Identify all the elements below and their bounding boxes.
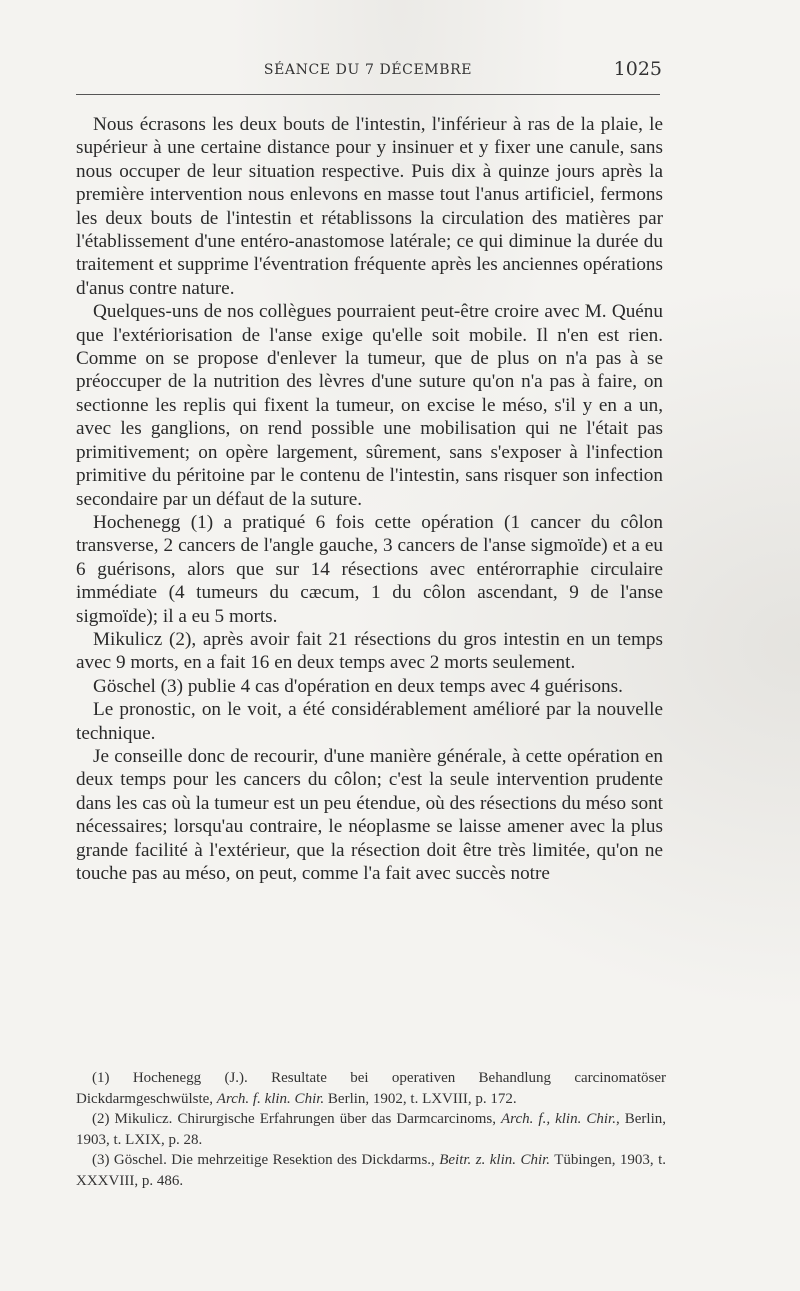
footnote-text: (1) Hochenegg (J.). Resultate bei operativen Behandlung carcinomatöser Dickdarmgeschwülste, xyxy=(76,1070,666,1107)
footnote-text: (2) Mikulicz. Chirurgische Erfahrungen über das Darmcarcinoms, xyxy=(92,1111,502,1127)
footnote-3 xyxy=(76,1150,666,1191)
footnote-journal: Arch. f. klin. Chir. xyxy=(216,1090,325,1107)
footnotes xyxy=(76,1068,666,1191)
footnote-1 xyxy=(76,1068,666,1109)
footnote-journal: Beitr. z. klin. Chir. xyxy=(439,1152,551,1168)
paragraph: Quelques-uns de nos collègues pourraient peut-être croire avec M. Quénu que l'extériorisation de l'anse exige qu'elle soit mobile. Il n'en est rien. Comme on se propose d'enlever la tumeur, que de plus on n'a pas à se préoccuper de la nutrition des lèvres d'une suture qu'on n'a pas à faire, on sectionne les replis qui fixent la tumeur, on excise le méso, s'il y en a un, avec les ganglions, on rend possible une mobilisation qui ne l'était pas primitivement; on opère largement, sûrement, sans s'exposer à l'infection primitive du péritoine par le contenu de l'intestin, sans risquer son infection secondaire par un défaut de la suture. xyxy=(76,301,663,510)
paragraph: Je conseille donc de recourir, d'une manière générale, à cette opération en deux temps pour les cancers du côlon; c'est la seule intervention prudente dans les cas où la tumeur est un peu étendue, où des résections du méso sont nécessaires; lorsqu'au contraire, le néoplasme se laisse amener avec la plus grande facilité à l'extérieur, que la résection doit être très limitée, qu'on ne touche pas au méso, on peut, comme l'a fait avec succès notre xyxy=(76,745,663,884)
footnote-journal: Arch. f., klin. Chir. xyxy=(501,1111,616,1127)
paragraph: Mikulicz (2), après avoir fait 21 résections du gros intestin en un temps avec 9 morts, en a fait 16 en deux temps avec 2 morts seulement. xyxy=(76,628,663,674)
page-header xyxy=(76,58,660,82)
footnote-2 xyxy=(76,1109,666,1150)
footnote-text: , Berlin, 1903, t. LXIX, p. 28. xyxy=(76,1111,667,1148)
paragraph: Nous écrasons les deux bouts de l'intestin, l'inférieur à ras de la plaie, le supérieur à une certaine distance pour y insinuer et y fixer une canule, sans nous occuper de leur situation respective. Puis dix à quinze jours après la première intervention nous enlevons en masse tout l'anus artificiel, fermons les deux bouts de l'intestin et rétablissons la circulation des matières par l'établissement d'une entéro-anastomose latérale; ce qui diminue la durée du traitement et supprime l'éventration fréquente après les anciennes opérations d'anus contre nature. xyxy=(76,114,663,299)
body-text xyxy=(76,113,663,885)
footnote-text: Tübingen, 1903, t. XXXVIII, p. 486. xyxy=(76,1152,666,1189)
paragraph: Le pronostic, on le voit, a été considérablement amélioré par la nouvelle technique. xyxy=(76,699,663,744)
footnote-text: Berlin, 1902, t. LXVIII, p. 172. xyxy=(324,1090,517,1107)
footnote-text: (3) Göschel. Die mehrzeitige Resektion des Dickdarms., xyxy=(92,1152,440,1168)
paragraph: Göschel (3) publie 4 cas d'opération en deux temps avec 4 guérisons. xyxy=(93,675,623,697)
page-number: 1025 xyxy=(613,58,662,80)
running-title: SÉANCE DU 7 DÉCEMBRE xyxy=(263,62,473,78)
paragraph: Hochenegg (1) a pratiqué 6 fois cette opération (1 cancer du côlon transverse, 2 cancers de l'angle gauche, 3 cancers de l'anse sigmoïde) et a eu 6 guérisons, alors que sur 14 résections avec entérorraphie circulaire immédiate (4 tumeurs du cæcum, 1 du côlon ascendant, 9 de l'anse sigmoïde); il a eu 5 morts. xyxy=(76,511,663,627)
header-rule xyxy=(76,94,660,95)
